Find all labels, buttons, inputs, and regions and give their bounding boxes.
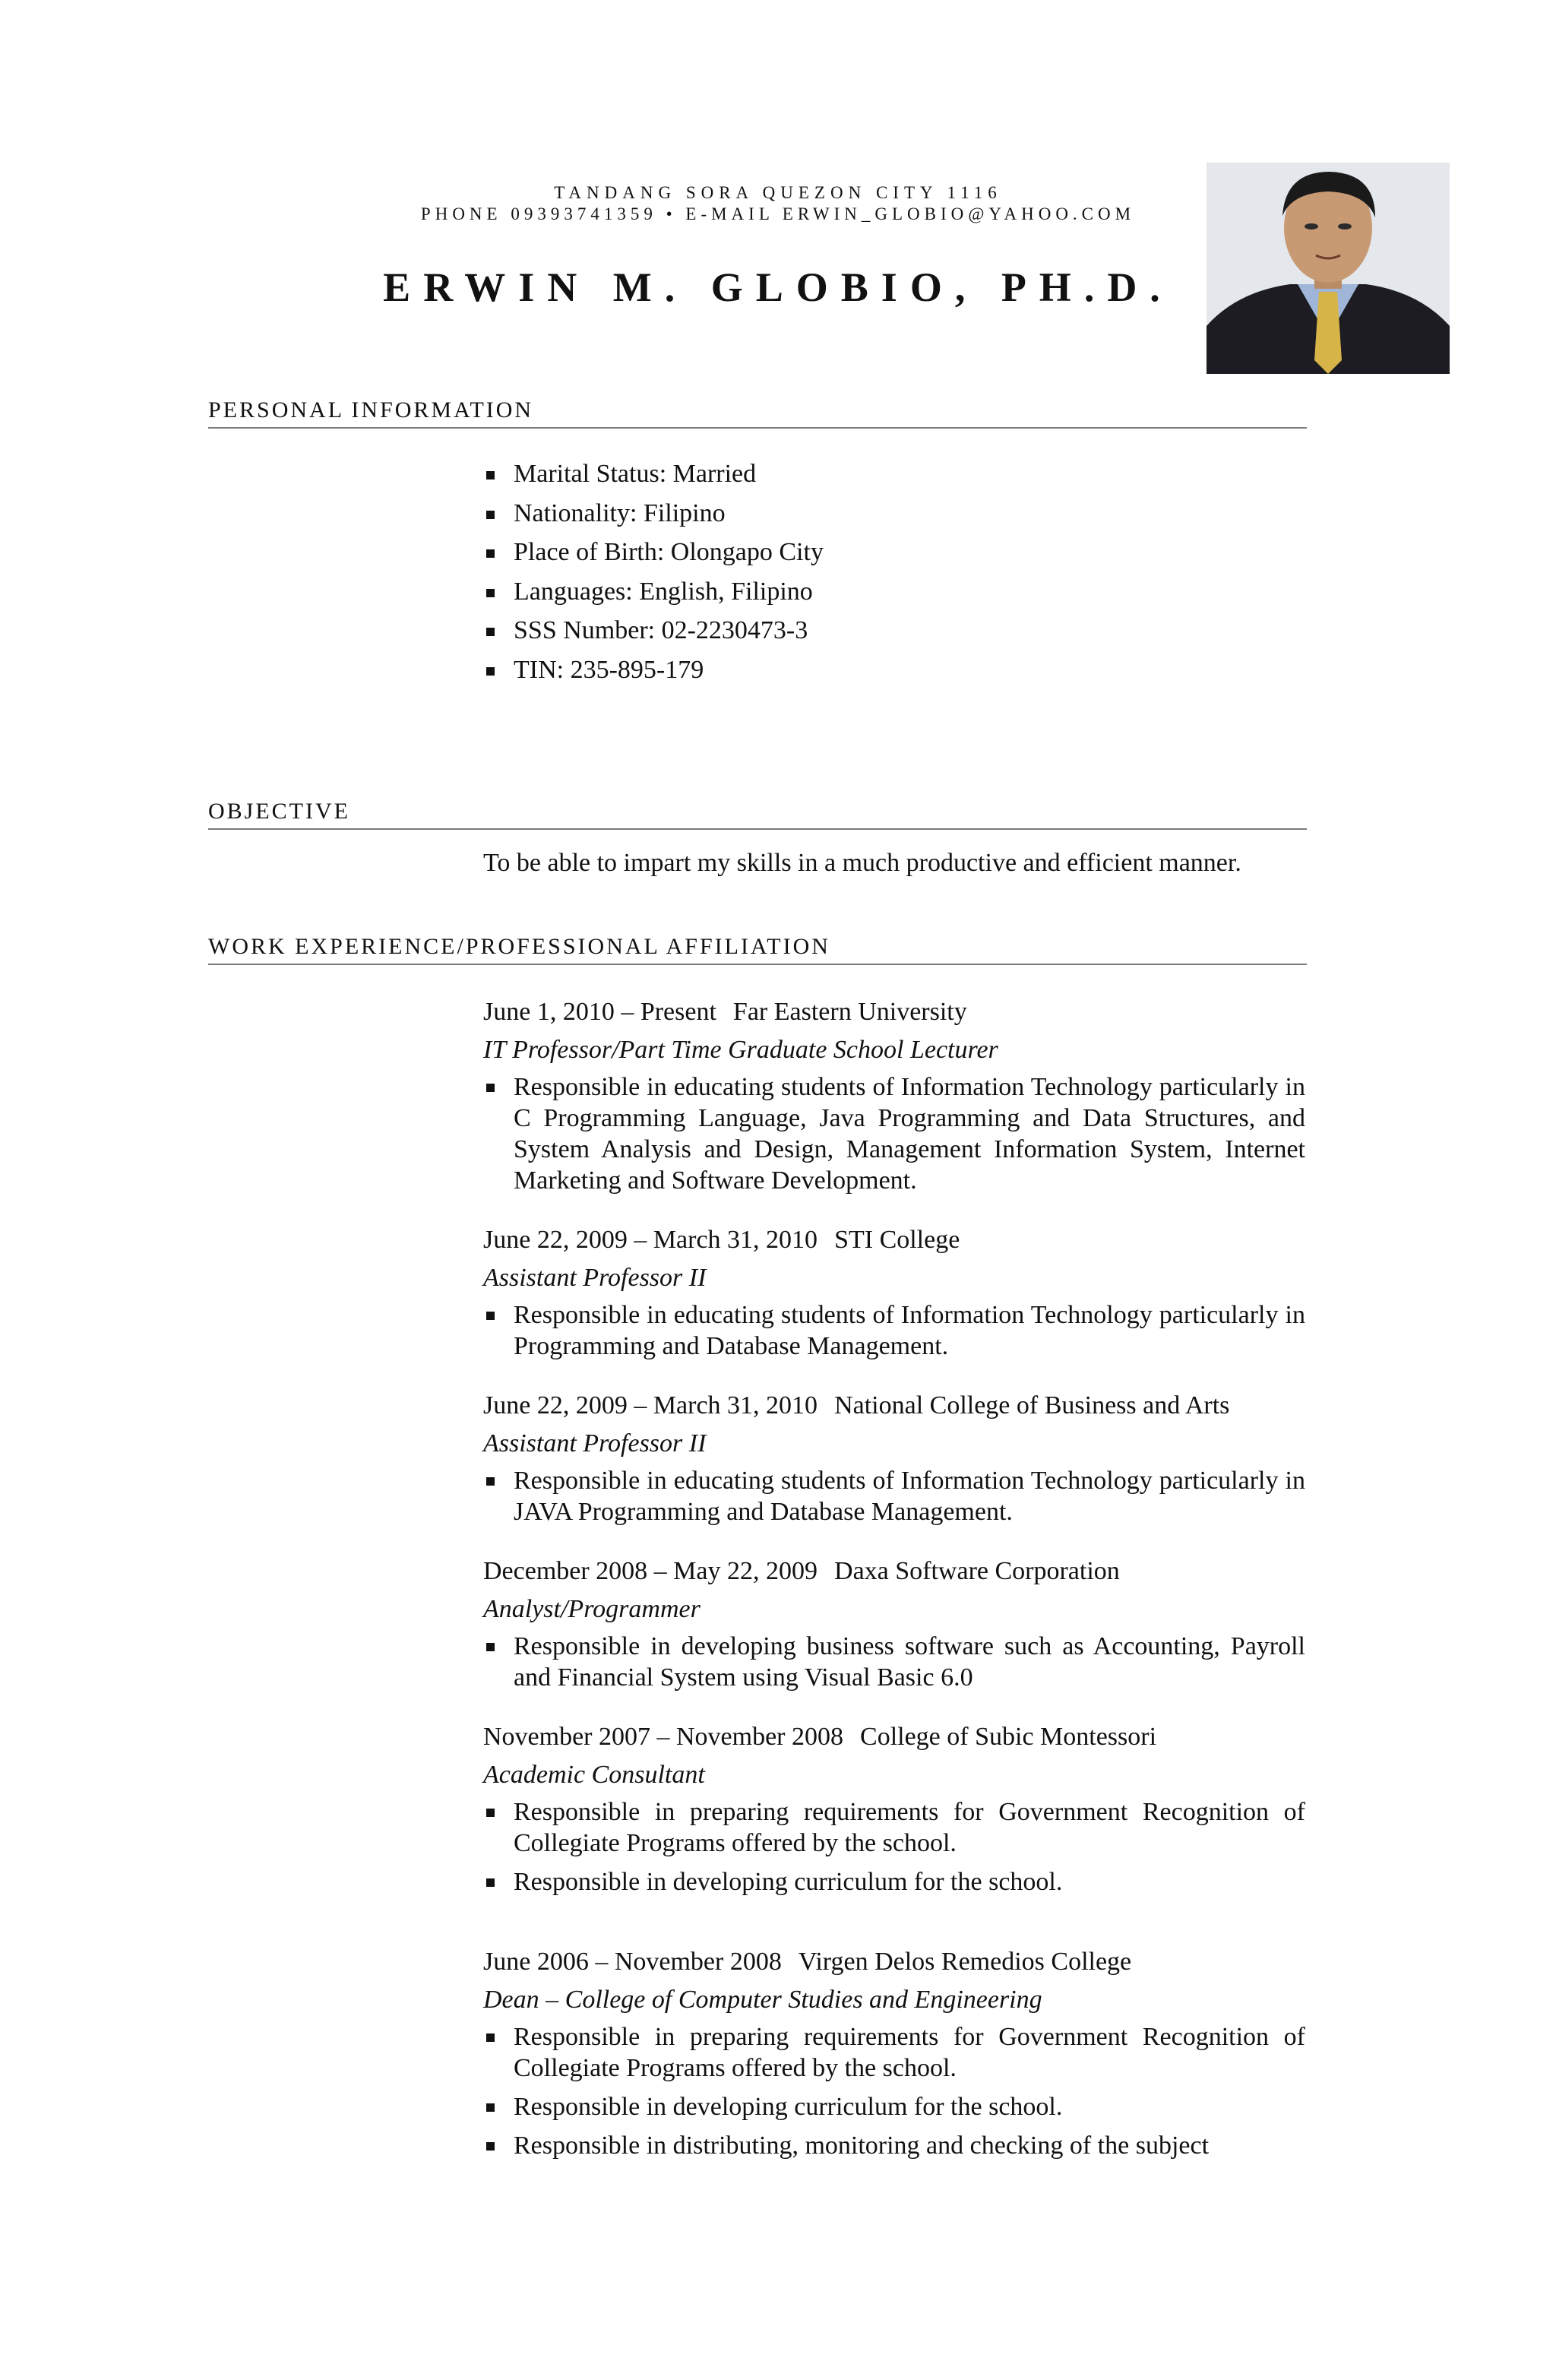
bullet-icon xyxy=(486,1809,495,1817)
bullet-icon xyxy=(486,1643,495,1651)
objective-text: To be able to impart my skills in a much productive and efficient manner. xyxy=(483,849,1241,877)
bullet-icon xyxy=(486,589,495,597)
job-organization: Far Eastern University xyxy=(732,998,967,1026)
job-entry xyxy=(483,1945,1305,2169)
bullet-icon xyxy=(486,1312,495,1320)
list-item: Marital Status: Married xyxy=(483,454,1304,494)
bullet-icon xyxy=(486,511,495,519)
job-entry xyxy=(483,1389,1305,1535)
job-dates: June 22, 2009 – March 31, 2010 xyxy=(483,1391,818,1419)
job-role: Assistant Professor II xyxy=(483,1264,707,1292)
job-organization: Virgen Delos Remedios College xyxy=(798,1948,1132,1976)
job-organization: STI College xyxy=(834,1226,960,1254)
job-entry xyxy=(483,995,1305,1204)
list-item: Responsible in distributing, monitoring and checking of the subject xyxy=(483,2130,1305,2161)
job-dates: June 2006 – November 2008 xyxy=(483,1948,782,1976)
list-item: Languages: English, Filipino xyxy=(483,572,1304,612)
list-item: Responsible in educating students of Information Technology particularly in JAVA Programming and Database Management. xyxy=(483,1465,1305,1527)
list-item: Responsible in preparing requirements for Government Recognition of Collegiate Programs offered by the school. xyxy=(483,2021,1305,2084)
profile-photo-image xyxy=(1207,163,1450,374)
responsibility-list xyxy=(483,1631,1305,1693)
job-header xyxy=(483,995,1305,1033)
job-header xyxy=(483,1720,1305,1758)
contact-line: PHONE 09393741359 • E-MAIL ERWIN_GLOBIO@YAHOO.COM xyxy=(420,204,1136,223)
job-header xyxy=(483,1945,1305,1983)
bullet-icon xyxy=(486,628,495,636)
responsibility-list xyxy=(483,1071,1305,1196)
personal-information-heading: PERSONAL INFORMATION xyxy=(208,397,1307,429)
bullet-icon xyxy=(486,471,495,479)
job-dates: June 1, 2010 – Present xyxy=(483,998,716,1026)
list-item: Responsible in developing curriculum for the school. xyxy=(483,1866,1305,1897)
job-entry xyxy=(483,1720,1305,1905)
job-organization: National College of Business and Arts xyxy=(834,1391,1230,1419)
responsibility-list xyxy=(483,1299,1305,1362)
list-item: Responsible in educating students of Information Technology particularly in C Programming Language, Java Programming and Data Structures, and System Analysis and Design, Management Information System, Internet Marketing and Software Development. xyxy=(483,1071,1305,1196)
bullet-icon xyxy=(486,667,495,676)
job-role: Academic Consultant xyxy=(483,1761,705,1789)
list-item: TIN: 235-895-179 xyxy=(483,650,1304,690)
list-item: Responsible in preparing requirements for Government Recognition of Collegiate Programs offered by the school. xyxy=(483,1796,1305,1859)
list-item: Responsible in developing business software such as Accounting, Payroll and Financial System using Visual Basic 6.0 xyxy=(483,1631,1305,1693)
responsibility-list xyxy=(483,2021,1305,2161)
job-organization: Daxa Software Corporation xyxy=(834,1557,1120,1585)
list-item: Place of Birth: Olongapo City xyxy=(483,533,1304,572)
bullet-icon xyxy=(486,1084,495,1092)
personal-information-list xyxy=(483,454,1304,690)
job-role: Dean – College of Computer Studies and Engineering xyxy=(483,1986,1042,2014)
bullet-icon xyxy=(486,549,495,558)
job-dates: June 22, 2009 – March 31, 2010 xyxy=(483,1226,818,1254)
job-role: Assistant Professor II xyxy=(483,1429,707,1457)
list-item: Responsible in developing curriculum for the school. xyxy=(483,2091,1305,2122)
job-role: Analyst/Programmer xyxy=(483,1595,701,1623)
responsibility-list xyxy=(483,1796,1305,1897)
applicant-name: ERWIN M. GLOBIO, PH.D. xyxy=(383,264,1173,310)
bullet-icon xyxy=(486,2142,495,2151)
responsibility-list xyxy=(483,1465,1305,1527)
objective-heading: OBJECTIVE xyxy=(208,798,1307,830)
job-organization: College of Subic Montessori xyxy=(860,1723,1157,1751)
bullet-icon xyxy=(486,2103,495,2112)
list-item: Responsible in educating students of Information Technology particularly in Programming and Database Management. xyxy=(483,1299,1305,1362)
bullet-icon xyxy=(486,2033,495,2042)
profile-photo xyxy=(1207,163,1450,374)
address-line: TANDANG SORA QUEZON CITY 1116 xyxy=(554,183,1002,202)
list-item: SSS Number: 02-2230473-3 xyxy=(483,611,1304,650)
bullet-icon xyxy=(486,1477,495,1486)
list-item: Nationality: Filipino xyxy=(483,494,1304,533)
job-entry xyxy=(483,1223,1305,1369)
job-header xyxy=(483,1555,1305,1593)
work-experience-heading: WORK EXPERIENCE/PROFESSIONAL AFFILIATION xyxy=(208,933,1307,965)
job-dates: November 2007 – November 2008 xyxy=(483,1723,844,1751)
job-dates: December 2008 – May 22, 2009 xyxy=(483,1557,818,1585)
job-header xyxy=(483,1389,1305,1427)
job-entry xyxy=(483,1555,1305,1701)
job-header xyxy=(483,1223,1305,1261)
job-role: IT Professor/Part Time Graduate School Lecturer xyxy=(483,1036,998,1064)
bullet-icon xyxy=(486,1878,495,1887)
